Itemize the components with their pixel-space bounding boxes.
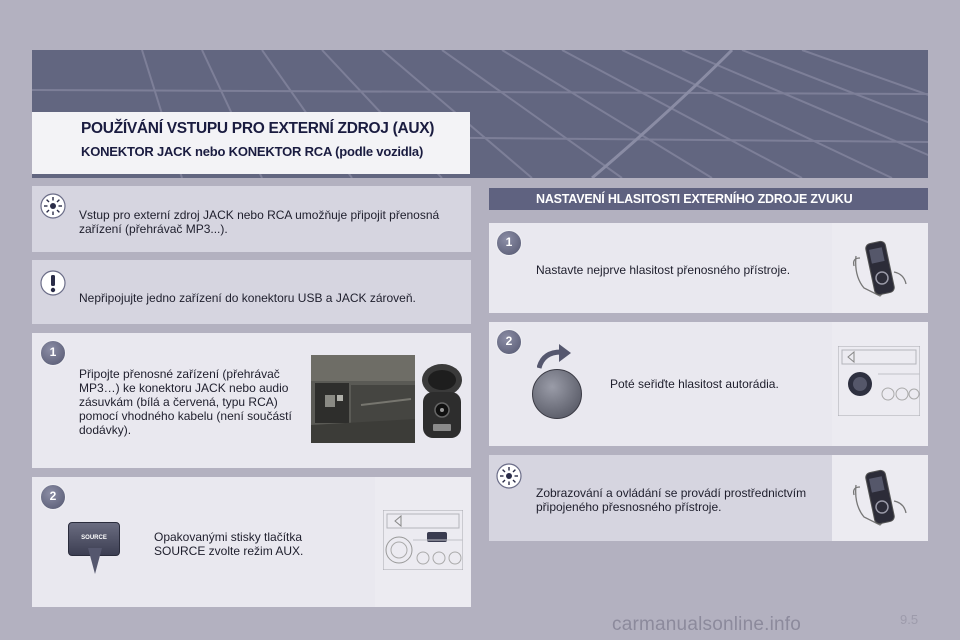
step-number-badge: 2: [496, 329, 522, 355]
right-info-text: Zobrazování a ovládání se provádí prostřednictvím připojeného přesnosného přístroje.: [536, 486, 807, 514]
warning-icon: [40, 270, 66, 296]
page-subtitle: KONEKTOR JACK nebo KONEKTOR RCA (podle vozidla): [81, 144, 424, 159]
mp3-player-hand-icon: [850, 236, 910, 298]
volume-knob[interactable]: [532, 369, 582, 419]
page-number: 9.5: [900, 612, 919, 627]
page-title: POUŽÍVÁNÍ VSTUPU PRO EXTERNÍ ZDROJ (AUX): [81, 120, 435, 137]
rca-socket-photo: [417, 358, 467, 442]
jack-connector-photo: [311, 355, 415, 443]
watermark: carmanualsonline.info: [612, 614, 802, 635]
step-number-badge: 1: [496, 230, 522, 256]
radio-panel-illustration: [383, 510, 463, 570]
mp3-player-hand-icon: [850, 465, 910, 527]
warning-text: Nepřipojujte jedno zařízení do konektoru USB a JACK zároveň.: [79, 291, 416, 305]
step-number-badge: 2: [40, 484, 66, 510]
source-button-label: SOURCE: [81, 535, 107, 541]
rotate-arrow-icon: [537, 344, 573, 370]
step2-text: Opakovanými stisky tlačítka SOURCE zvolte režim AUX.: [154, 530, 304, 558]
lightbulb-icon: [496, 463, 522, 489]
press-pointer-icon: [88, 548, 102, 574]
step-number-badge: 1: [40, 340, 66, 366]
section-title: NASTAVENÍ HLASITOSTI EXTERNÍHO ZDROJE ZVUKU: [536, 192, 853, 206]
right-step2-text: Poté seřiďte hlasitost autorádia.: [610, 377, 779, 391]
step1-text: Připojte přenosné zařízení (přehrávač MP3…) ke konektoru JACK nebo audio zásuvkám (bílá a červená, typu RCA) pomocí vhodného kabelu (není součástí dodávky).: [79, 367, 292, 437]
lightbulb-icon: [40, 193, 66, 219]
radio-volume-illustration: [838, 346, 920, 416]
info-text: Vstup pro externí zdroj JACK nebo RCA umožňuje připojit přenosná zařízení (přehrávač MP3...).: [79, 208, 440, 236]
right-step1-text: Nastavte nejprve hlasitost přenosného přístroje.: [536, 263, 791, 277]
